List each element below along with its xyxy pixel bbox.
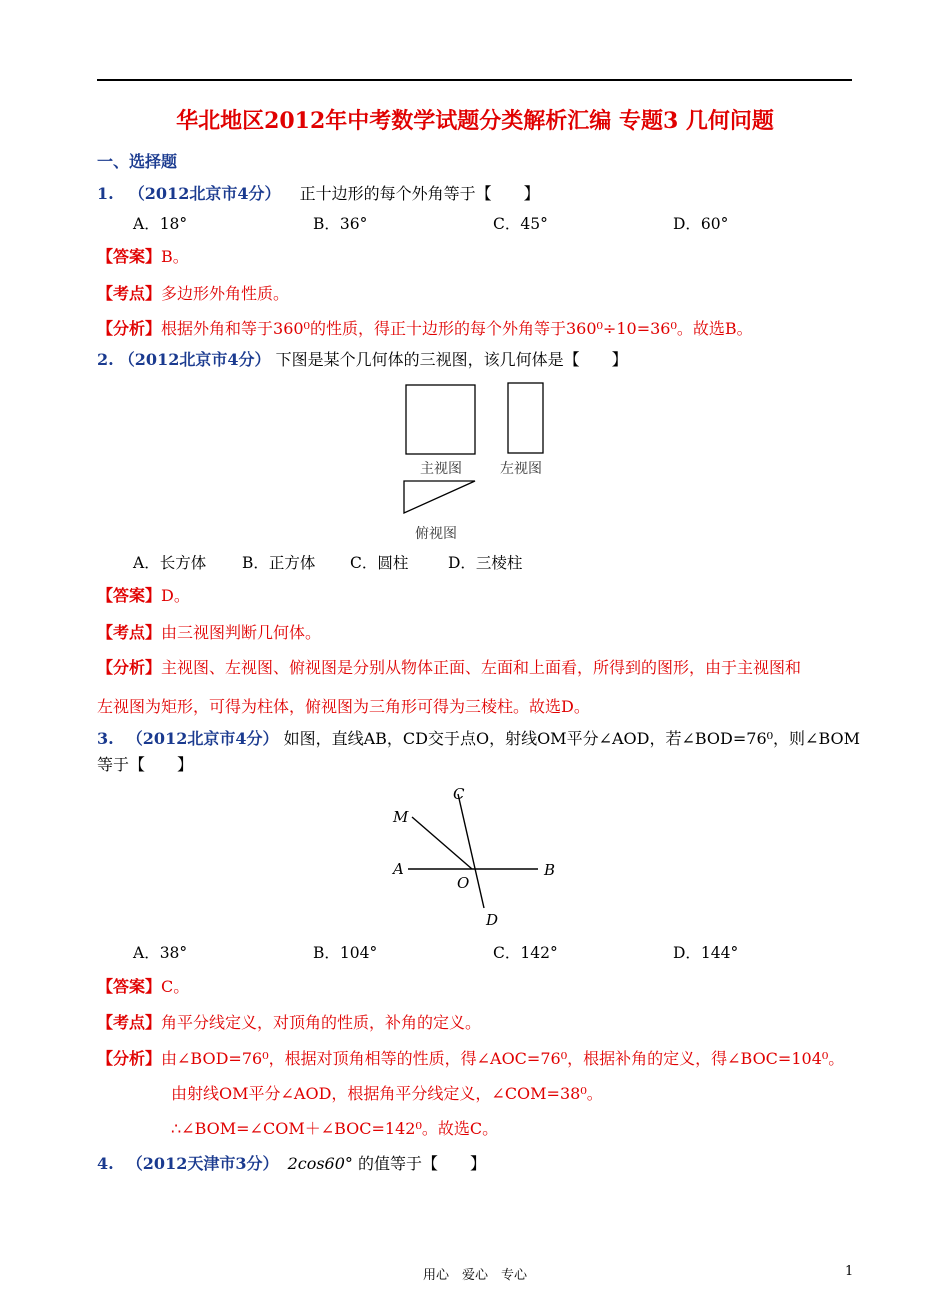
question-source: （2012北京市4分）: [126, 729, 279, 748]
answer-text: C。: [161, 977, 190, 996]
question-source: （2012北京市4分）: [118, 350, 271, 369]
question-text: 正十边形的每个外角等于【 】: [299, 184, 540, 203]
question-number: 1.: [97, 184, 114, 203]
ray-om: [412, 817, 472, 869]
question-4: [97, 1151, 486, 1174]
knowledge-point-text: 由三视图判断几何体。: [161, 623, 322, 642]
analysis-line: [97, 316, 753, 339]
analysis-tag: 【分析】: [97, 319, 162, 338]
analysis-text: 主视图、左视图、俯视图是分别从物体正面、左面和上面看，所得到的图形，由于主视图和: [161, 658, 802, 677]
knowledge-point-tag: 【考点】: [97, 284, 162, 303]
knowledge-point-tag: 【考点】: [97, 623, 162, 642]
point-d-label: D: [486, 911, 499, 929]
option-d: D．144°: [673, 944, 739, 962]
point-m-label: M: [393, 808, 409, 826]
answer-tag: 【答案】: [97, 977, 162, 996]
front-view-square: [406, 385, 475, 454]
point-b-label: B: [544, 861, 556, 879]
question-text: 的值等于【 】: [358, 1154, 487, 1173]
analysis-text: 根据外角和等于360⁰的性质，得正十边形的每个外角等于360⁰÷10=36⁰。故选B。: [161, 319, 753, 338]
question-source: （2012北京市4分）: [128, 184, 281, 203]
front-view-label: 主视图: [420, 461, 462, 477]
analysis-conclusion: ∴∠BOM=∠COM＋∠BOC=142⁰。故选C。: [171, 1119, 499, 1138]
answer-text: D。: [161, 586, 190, 605]
question-text-continuation: 等于【 】: [97, 755, 194, 774]
question-3: [97, 726, 860, 749]
answer-tag: 【答案】: [97, 247, 162, 266]
answer-tag: 【答案】: [97, 586, 162, 605]
footer-motto: 用心 爱心 专心: [422, 1268, 527, 1283]
question-number: 3.: [97, 729, 114, 748]
page-number: 1: [845, 1264, 854, 1279]
option-d: D．三棱柱: [448, 554, 523, 572]
option-c: C．45°: [493, 215, 548, 233]
knowledge-point-line: [97, 1010, 481, 1033]
question-text: 如图，直线AB，CD交于点O，射线OM平分∠AOD，若∠BOD=76⁰，则∠BOM: [283, 729, 861, 748]
option-b: B．36°: [313, 215, 368, 233]
top-view-label: 俯视图: [415, 526, 457, 542]
answer-text: B。: [161, 247, 189, 266]
top-rule: [97, 79, 852, 81]
option-d: D．60°: [673, 215, 729, 233]
analysis-tag: 【分析】: [97, 658, 162, 677]
analysis-text: 由∠BOD=76⁰，根据对顶角相等的性质，得∠AOC=76⁰，根据补角的定义，得∠BOC=104⁰。: [161, 1049, 845, 1068]
analysis-line: [97, 1046, 844, 1069]
left-view-rectangle: [508, 383, 543, 453]
analysis-continuation: 由射线OM平分∠AOD，根据角平分线定义，∠COM=38⁰。: [171, 1084, 603, 1103]
math-expression: 2cos60°: [287, 1154, 353, 1173]
option-a: A．38°: [133, 944, 188, 962]
top-view-triangle: [404, 481, 475, 513]
analysis-line: [97, 655, 801, 678]
option-c: C．圆柱: [350, 554, 409, 572]
option-b: B．104°: [313, 944, 378, 962]
knowledge-point-text: 角平分线定义，对顶角的性质，补角的定义。: [161, 1013, 482, 1032]
analysis-continuation: 左视图为矩形，可得为柱体，俯视图为三角形可得为三棱柱。故选D。: [97, 697, 590, 716]
point-o-label: O: [457, 874, 470, 892]
knowledge-point-line: [97, 281, 289, 304]
question-2: [97, 347, 628, 370]
question-source: （2012天津市3分）: [126, 1154, 279, 1173]
option-a: A．18°: [133, 215, 188, 233]
question-number: 4.: [97, 1154, 114, 1173]
question-text: 下图是某个几何体的三视图，该几何体是【 】: [275, 350, 628, 369]
answer-line: [97, 583, 190, 606]
point-c-label: C: [453, 785, 465, 803]
point-a-label: A: [393, 860, 404, 878]
answer-line: [97, 244, 189, 267]
lines-figure: [385, 780, 570, 930]
question-1: [97, 181, 540, 204]
knowledge-point-tag: 【考点】: [97, 1013, 162, 1032]
left-view-label: 左视图: [500, 461, 542, 477]
answer-line: [97, 974, 189, 997]
document-title: 华北地区2012年中考数学试题分类解析汇编 专题3 几何问题: [176, 108, 774, 134]
option-a: A．长方体: [133, 554, 207, 572]
knowledge-point-line: [97, 620, 321, 643]
analysis-tag: 【分析】: [97, 1049, 162, 1068]
section-heading: 一、选择题: [97, 152, 178, 171]
option-b: B．正方体: [242, 554, 316, 572]
option-c: C．142°: [493, 944, 558, 962]
knowledge-point-text: 多边形外角性质。: [161, 284, 290, 303]
question-number: 2.: [97, 350, 114, 369]
